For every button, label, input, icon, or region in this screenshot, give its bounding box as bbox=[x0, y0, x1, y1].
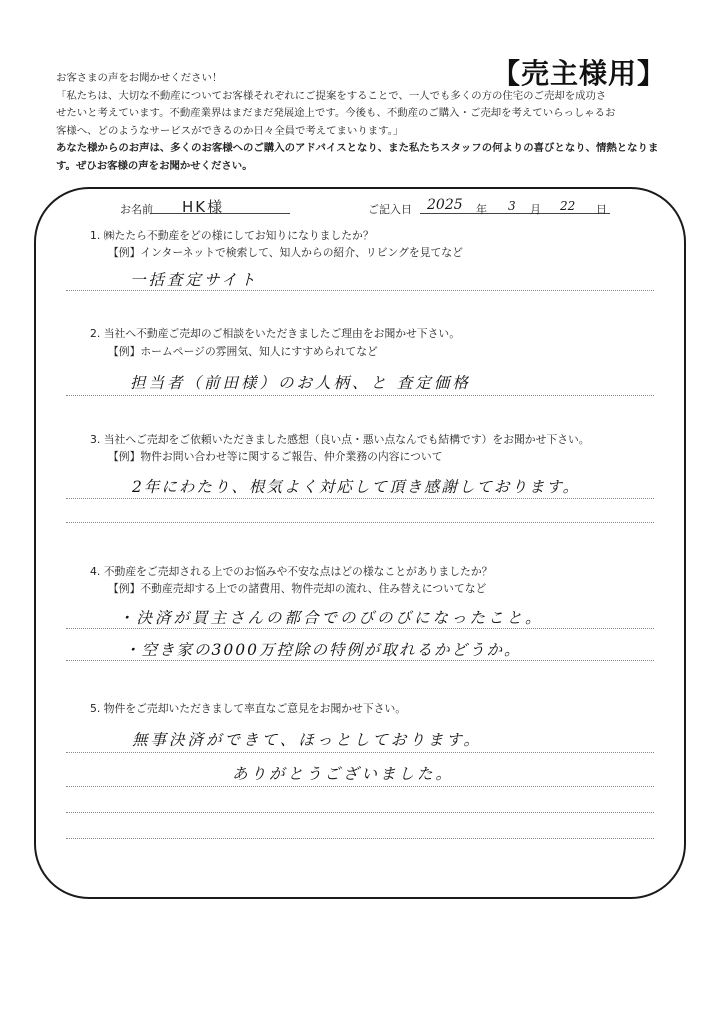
intro-line: お客さまの声をお聞かせください！ bbox=[56, 72, 223, 84]
question-4-title: 4. 不動産をご売却される上でのお悩みや不安な点はどの様なことがありましたか？ bbox=[90, 565, 493, 578]
question-3-title: 3. 当社へご売却をご依頼いただきました感想（良い点・悪い点なんでも結構です）をお聞かせ下さい。 bbox=[90, 433, 590, 446]
answer-rule bbox=[66, 838, 654, 839]
intro-line: す。ぜひお客様の声をお聞かせください。 bbox=[56, 159, 253, 172]
question-2-example: 【例】ホームページの雰囲気、知人にすすめられてなど bbox=[108, 345, 378, 358]
question-3-answer[interactable]: 2年にわたり、根気よく対応して頂き感謝しております。 bbox=[132, 478, 581, 496]
answer-rule bbox=[66, 752, 654, 753]
answer-rule bbox=[66, 786, 654, 787]
date-label: ご記入日 bbox=[368, 203, 412, 216]
question-1-example: 【例】インターネットで検索して、知人からの紹介、リビングを見てなど bbox=[108, 246, 463, 259]
answer-rule bbox=[66, 498, 654, 499]
name-date-row bbox=[120, 198, 610, 218]
intro-line: あなた様からのお声は、多くのお客様へのご購入のアドバイスとなり、また私たちスタッフの何よりの喜びとなり、情熱となりま bbox=[56, 142, 659, 155]
date-year-value[interactable]: 2025 bbox=[427, 197, 463, 213]
intro-line: 客様へ、どのようなサービスができるのか日々全員で考えてまいります。」 bbox=[56, 124, 404, 137]
answer-rule bbox=[66, 522, 654, 523]
intro-line: せたいと考えています。不動産業界はまだまだ発展途上です。今後も、不動産のご購入・ご売却を考えていらっしゃるお bbox=[56, 107, 616, 120]
date-year-unit: 年 bbox=[476, 203, 487, 216]
question-2-title: 2. 当社へ不動産ご売却のご相談をいただきましたご理由をお聞かせ下さい。 bbox=[90, 327, 461, 340]
intro-text bbox=[56, 70, 676, 176]
date-month-unit: 月 bbox=[530, 203, 541, 216]
date-month-value[interactable]: 3 bbox=[508, 199, 516, 213]
question-3-example: 【例】物件お問い合わせ等に関するご報告、仲介業務の内容について bbox=[108, 450, 443, 463]
date-underline bbox=[420, 213, 610, 214]
date-day-value[interactable]: 22 bbox=[560, 199, 576, 213]
answer-rule bbox=[66, 660, 654, 661]
question-5-answer-2[interactable]: ありがとうございました。 bbox=[232, 765, 455, 783]
date-day-unit: 日 bbox=[596, 203, 607, 216]
name-label: お名前 bbox=[120, 203, 153, 216]
answer-rule bbox=[66, 395, 654, 396]
answer-rule bbox=[66, 628, 654, 629]
questionnaire-card bbox=[34, 187, 686, 899]
question-2-answer[interactable]: 担当者（前田様）のお人柄、と 査定価格 bbox=[130, 374, 471, 392]
question-4-answer-1[interactable]: ・決済が買主さんの都合でのびのびになったこと。 bbox=[118, 609, 544, 627]
question-1-answer[interactable]: 一括査定サイト bbox=[130, 271, 259, 289]
name-value[interactable]: HK様 bbox=[182, 198, 225, 216]
question-1-title: 1. ㈱たたら不動産をどの様にしてお知りになりましたか？ bbox=[90, 229, 374, 242]
answer-rule bbox=[66, 812, 654, 813]
intro-line: 「私たちは、大切な不動産についてお客様それぞれにご提案をすることで、一人でも多くの方の住宅のご売却を成功さ bbox=[56, 89, 607, 102]
question-5-title: 5. 物件をご売却いただきまして率直なご意見をお聞かせ下さい。 bbox=[90, 702, 407, 715]
form-type-label: 【売主様用】 bbox=[492, 57, 667, 90]
question-5-answer-1[interactable]: 無事決済ができて、ほっとしております。 bbox=[132, 731, 482, 749]
question-4-answer-2[interactable]: ・空き家の3000万控除の特例が取れるかどうか。 bbox=[124, 641, 522, 659]
answer-rule bbox=[66, 290, 654, 291]
question-4-example: 【例】不動産売却する上での諸費用、物件売却の流れ、住み替えについてなど bbox=[108, 582, 487, 595]
